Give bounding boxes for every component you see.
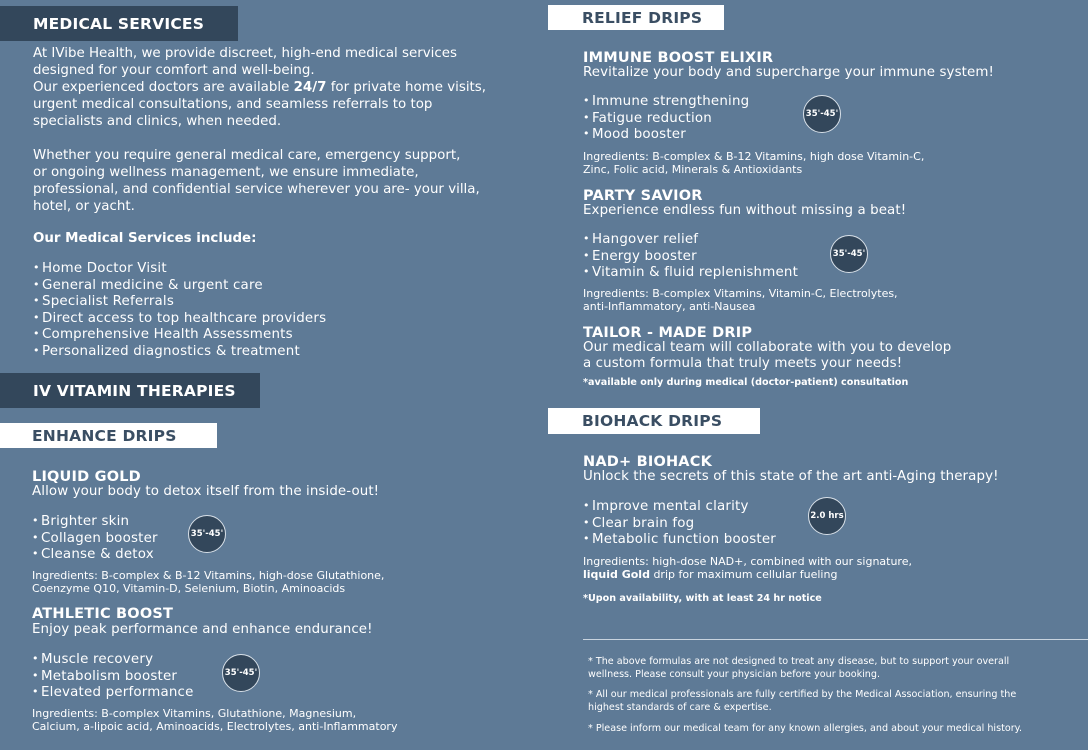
- intro-line-availability: Our experienced doctors are available 24/7 for private home visits,: [33, 80, 487, 95]
- list-item: • Clear brain fog: [583, 515, 776, 532]
- drip-title: TAILOR - MADE DRIP: [583, 325, 753, 341]
- medical-coverage-paragraph: [33, 147, 503, 215]
- enhance-drips-banner: ENHANCE DRIPS: [0, 423, 217, 448]
- biohack-availability-note: *Upon availability, with at least 24 hr notice: [583, 593, 822, 604]
- list-item: • Fatigue reduction: [583, 110, 749, 127]
- services-include-heading: Our Medical Services include:: [33, 231, 257, 246]
- list-item: • Immune strengthening: [583, 93, 749, 110]
- intro-line: designed for your comfort and well-being.: [33, 63, 315, 78]
- list-item: • Vitamin & fluid replenishment: [583, 264, 798, 281]
- drip-title: LIQUID GOLD: [32, 469, 141, 485]
- footnote: * All our medical professionals are fully certified by the Medical Association, ensuring the highest standards of care & expertise.: [588, 689, 1017, 713]
- footnote: * The above formulas are not designed to treat any disease, but to support your overall wellness. Please consult your physician before your booking.: [588, 656, 1010, 680]
- relief-drips-banner: RELIEF DRIPS: [548, 5, 724, 30]
- list-item: • Cleanse & detox: [32, 546, 158, 563]
- intro-line: specialists and clinics, when needed.: [33, 114, 282, 129]
- drip-subtitle: Enjoy peak performance and enhance endurance!: [32, 622, 373, 637]
- tailor-description: Our medical team will collaborate with you to develop a custom formula that truly meets your needs!: [583, 340, 952, 371]
- list-item: • Metabolism booster: [32, 668, 194, 685]
- duration-badge: 35'-45': [803, 95, 841, 133]
- drip-subtitle: Experience endless fun without missing a beat!: [583, 203, 907, 218]
- list-item: • Muscle recovery: [32, 651, 194, 668]
- list-item: • Specialist Referrals: [33, 293, 326, 310]
- iv-therapies-banner: IV VITAMIN THERAPIES: [0, 373, 260, 408]
- list-item: • Home Doctor Visit: [33, 260, 326, 277]
- coverage-line: professional, and confidential service wherever you are- your villa,: [33, 182, 480, 197]
- list-item: • Collagen booster: [32, 530, 158, 547]
- drip-ingredients: Ingredients: B-complex & B-12 Vitamins, high dose Vitamin-C, Zinc, Folic acid, Minerals & Antioxidants: [583, 150, 925, 176]
- list-item: • Improve mental clarity: [583, 498, 776, 515]
- drip-benefits-list: [32, 651, 194, 701]
- intro-line: At IVibe Health, we provide discreet, high-end medical services: [33, 46, 457, 61]
- intro-line: urgent medical consultations, and seamless referrals to top: [33, 97, 433, 112]
- list-item: • Hangover relief: [583, 231, 798, 248]
- list-item: • Direct access to top healthcare providers: [33, 310, 326, 327]
- availability-highlight: 24/7: [293, 80, 327, 95]
- drip-subtitle: Allow your body to detox itself from the inside-out!: [32, 484, 380, 499]
- drip-ingredients: Ingredients: B-complex Vitamins, Glutathione, Magnesium, Calcium, a-lipoic acid, Aminoacids, Electrolytes, anti-Inflammatory: [32, 707, 398, 733]
- list-item: • General medicine & urgent care: [33, 277, 326, 294]
- tailor-availability-note: *available only during medical (doctor-patient) consultation: [583, 377, 909, 388]
- drip-title: PARTY SAVIOR: [583, 188, 703, 204]
- drip-subtitle: Revitalize your body and supercharge your immune system!: [583, 65, 994, 80]
- medical-services-banner: MEDICAL SERVICES: [0, 6, 238, 41]
- list-item: • Energy booster: [583, 248, 798, 265]
- drip-benefits-list: [583, 231, 798, 281]
- list-item: • Metabolic function booster: [583, 531, 776, 548]
- drip-benefits-list: [32, 513, 158, 563]
- drip-subtitle: Unlock the secrets of this state of the art anti-Aging therapy!: [583, 469, 999, 484]
- medical-services-list: [33, 260, 326, 360]
- list-item: • Comprehensive Health Assessments: [33, 326, 326, 343]
- list-item: • Mood booster: [583, 126, 749, 143]
- drip-benefits-list: [583, 498, 776, 548]
- drip-ingredients: Ingredients: B-complex Vitamins, Vitamin-C, Electrolytes, anti-Inflammatory, anti-Nausea: [583, 287, 898, 313]
- list-item: • Personalized diagnostics & treatment: [33, 343, 326, 360]
- list-item: • Elevated performance: [32, 684, 194, 701]
- drip-title: IMMUNE BOOST ELIXIR: [583, 50, 774, 66]
- drip-title: ATHLETIC BOOST: [32, 606, 174, 622]
- drip-benefits-list: [583, 93, 749, 143]
- duration-badge: 2.0 hrs: [808, 497, 846, 535]
- coverage-line: or ongoing wellness management, we ensure immediate,: [33, 165, 419, 180]
- biohack-drips-banner: BIOHACK DRIPS: [548, 408, 760, 434]
- duration-badge: 35'-45': [222, 654, 260, 692]
- signature-drip-name: liquid Gold: [583, 568, 650, 581]
- drip-ingredients: Ingredients: high-dose NAD+, combined with our signature, liquid Gold drip for maximum cellular fueling: [583, 555, 912, 581]
- list-item: • Brighter skin: [32, 513, 158, 530]
- duration-badge: 35'-45': [188, 515, 226, 553]
- coverage-line: Whether you require general medical care, emergency support,: [33, 148, 461, 163]
- medical-intro-paragraph: [33, 45, 503, 130]
- footnote: * Please inform our medical team for any known allergies, and about your medical history.: [588, 723, 1022, 734]
- drip-ingredients: Ingredients: B-complex & B-12 Vitamins, high-dose Glutathione, Coenzyme Q10, Vitamin-D, Selenium, Biotin, Aminoacids: [32, 569, 385, 595]
- footnote-divider: [583, 639, 1088, 640]
- duration-badge: 35'-45': [830, 235, 868, 273]
- coverage-line: hotel, or yacht.: [33, 199, 135, 214]
- drip-title: NAD+ BIOHACK: [583, 454, 712, 470]
